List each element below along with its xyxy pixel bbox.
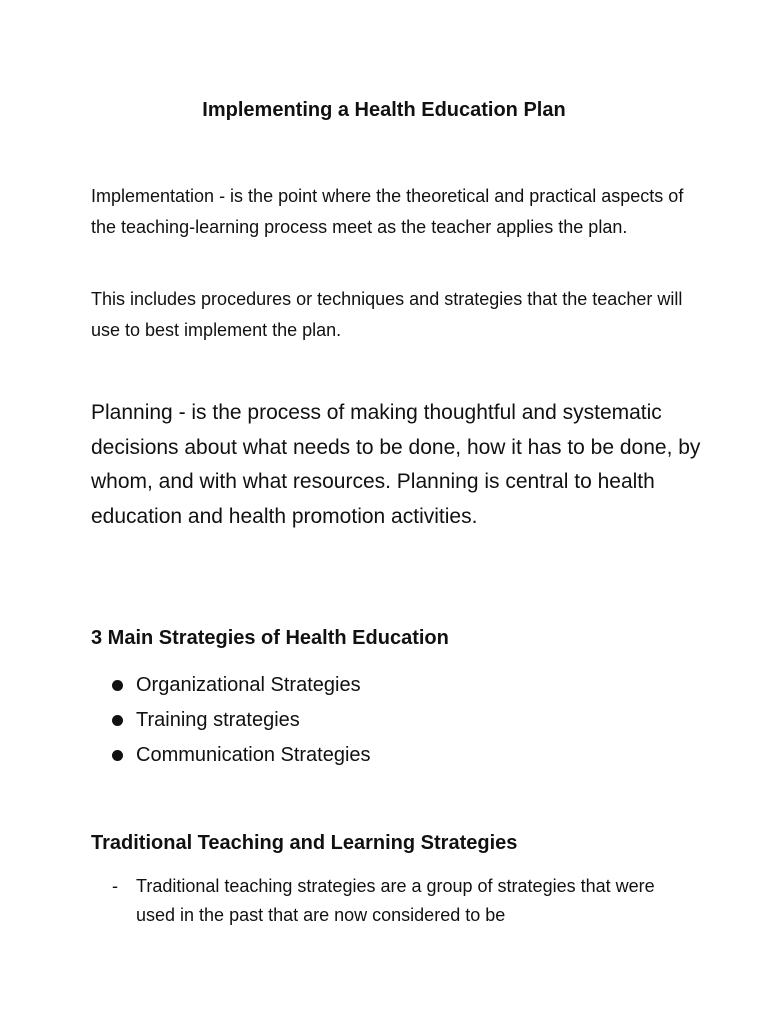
list-item <box>112 668 371 703</box>
includes-paragraph: This includes procedures or techniques and strategies that the teacher will use to best implement the plan. <box>91 289 683 340</box>
strategies-list <box>112 668 371 773</box>
traditional-item-text: Traditional teaching strategies are a group of strategies that were used in the past that are now considered to be <box>136 876 655 925</box>
implementation-paragraph: Implementation - is the point where the theoretical and practical aspects of the teaching-learning process meet as the teacher applies the plan. <box>91 186 684 237</box>
bullet-icon <box>112 680 123 691</box>
list-item-text: Training strategies <box>136 709 300 731</box>
list-item-text: Communication Strategies <box>136 744 371 766</box>
list-item-text: Organizational Strategies <box>136 674 361 696</box>
document-title: Implementing a Health Education Plan <box>202 99 566 121</box>
bullet-icon <box>112 750 123 761</box>
strategies-heading: 3 Main Strategies of Health Education <box>91 627 449 649</box>
list-item <box>112 703 371 738</box>
dash-bullet: - <box>112 876 118 896</box>
planning-paragraph: Planning - is the process of making thoughtful and systematic decisions about what needs to be done, how it has to be done, by whom, and with what resources. Planning is central to health education and health promotion activities. <box>91 401 701 528</box>
bullet-icon <box>112 715 123 726</box>
traditional-heading: Traditional Teaching and Learning Strategies <box>91 832 518 854</box>
list-item <box>112 738 371 773</box>
